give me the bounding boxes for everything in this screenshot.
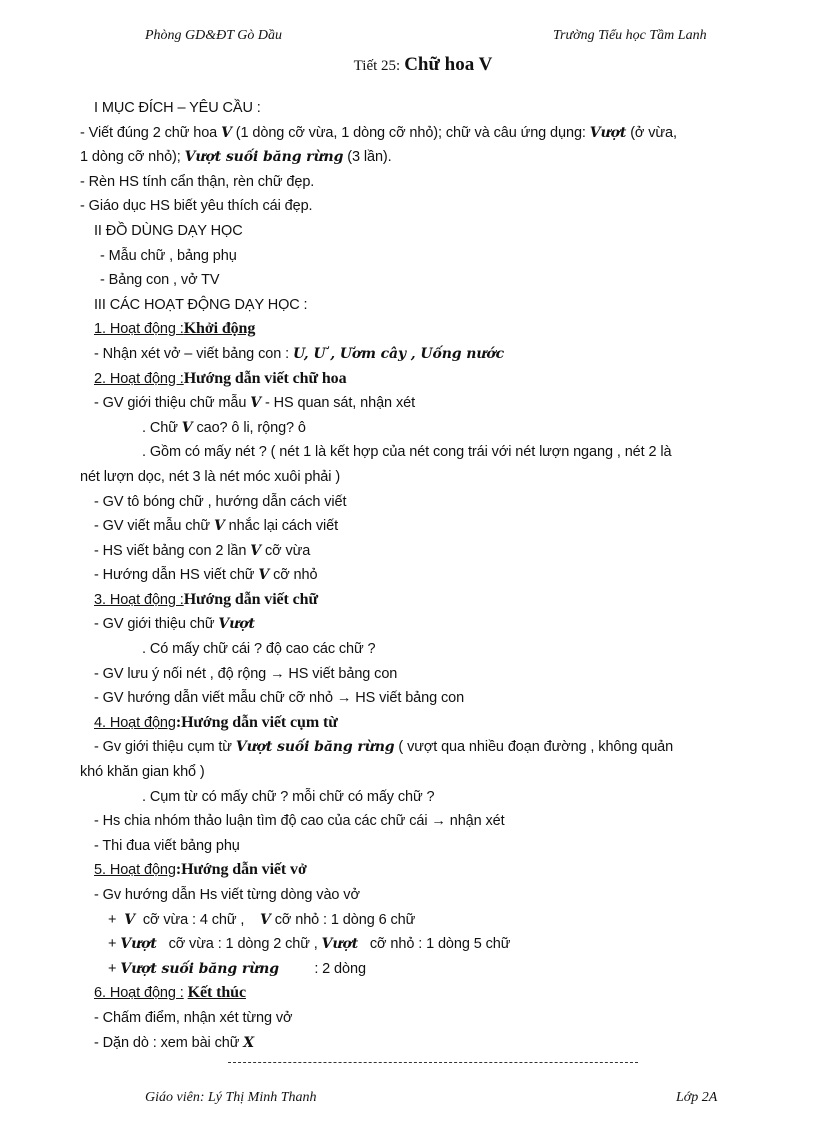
script-letter: X (243, 1034, 255, 1051)
text-line: - GV viết mẫu chữ V nhắc lại cách viết (94, 518, 339, 535)
text-line: . Có mấy chữ cái ? độ cao các chữ ? (142, 641, 376, 658)
arrow-right-icon: → (336, 690, 352, 707)
text-line: - Giáo dục HS biết yêu thích cái đẹp. (80, 198, 313, 215)
text-line: . Cụm từ có mấy chữ ? mỗi chữ có mấy chữ ? (142, 788, 435, 805)
text-line: nét lượn dọc, nét 3 là nét móc xuôi phải ) (80, 468, 341, 485)
text-line: khó khăn gian khổ ) (80, 764, 205, 781)
text-line: 1 dòng cỡ nhỏ); Vượt suối băng rừng (3 lần). (80, 149, 392, 166)
text-line: - GV giới thiệu chữ Vượt (94, 616, 255, 633)
lesson-body (80, 96, 780, 1055)
activity-4-heading: 4. Hoạt động:Hướng dẫn viết cụm từ (94, 713, 338, 731)
script-word: Vượt (120, 936, 157, 953)
text-line: + Vượt cỡ vừa : 1 dòng 2 chữ , Vượt cỡ nhỏ : 1 dòng 5 chữ (108, 936, 511, 953)
text-line: + V cỡ vừa : 4 chữ , V cỡ nhỏ : 1 dòng 6 chữ (108, 911, 416, 928)
text-line: - Nhận xét vở – viết bảng con : U, Ư , Ươm cây , Uống nước (94, 345, 505, 362)
page-header (0, 28, 816, 50)
text-line: - GV tô bóng chữ , hướng dẫn cách viết (94, 493, 347, 510)
script-phrase: Vượt suối băng rừng (184, 149, 344, 166)
text-line: - Viết đúng 2 chữ hoa V (1 dòng cỡ vừa, 1 dòng cỡ nhỏ); chữ và câu ứng dụng: Vượt (ở vừa, (80, 124, 677, 141)
script-letter: V (124, 911, 135, 928)
text-line: - Rèn HS tính cẩn thận, rèn chữ đẹp. (80, 173, 315, 190)
text-line: - Hs chia nhóm thảo luận tìm độ cao của các chữ cái → nhận xét (94, 813, 505, 830)
activity-5-heading: 5. Hoạt động:Hướng dẫn viết vở (94, 861, 307, 879)
text-line: - Gv giới thiệu cụm từ Vượt suối băng rừng ( vượt qua nhiều đoạn đường , không quản (94, 739, 674, 756)
script-letter: V (221, 124, 232, 141)
script-letter: V (213, 518, 225, 535)
activity-3-heading: 3. Hoạt động :Hướng dẫn viết chữ (94, 590, 318, 608)
footer-class: Lớp 2A (676, 1090, 718, 1105)
section-1-heading: I MỤC ĐÍCH – YÊU CẦU : (94, 100, 261, 116)
script-letter: V (258, 567, 270, 584)
arrow-right-icon: → (270, 665, 285, 682)
script-phrase: Vượt suối băng rừng (235, 739, 395, 756)
script-phrase: Vượt suối băng rừng (120, 960, 279, 977)
text-line: - GV giới thiệu chữ mẫu V - HS quan sát, nhận xét (94, 395, 415, 412)
script-word: Vượt (589, 124, 627, 141)
script-letter: V (260, 911, 271, 928)
script-letter: V (250, 542, 262, 559)
text-line: - Thi đua viết bảng phụ (94, 837, 240, 854)
text-line: - Hướng dẫn HS viết chữ V cỡ nhỏ (94, 567, 318, 584)
text-line: - Chấm điểm, nhận xét từng vở (94, 1009, 293, 1026)
activity-1-heading: 1. Hoạt động :Khởi động (94, 320, 256, 338)
text-line: - Dặn dò : xem bài chữ X (94, 1034, 255, 1051)
script-letter: V (250, 395, 262, 412)
arrow-right-icon: → (431, 813, 446, 830)
text-line: - Gv hướng dẫn Hs viết từng dòng vào vở (94, 887, 360, 903)
text-line: . Gồm có mấy nét ? ( nét 1 là kết hợp của nét cong trái với nét lượn ngang , nét 2 là (142, 444, 672, 461)
script-word: Vượt (218, 616, 255, 633)
footer-teacher: Giáo viên: Lý Thị Minh Thanh (145, 1090, 317, 1105)
header-school-office: Phòng GD&ĐT Gò Dầu (145, 28, 283, 43)
text-line: - HS viết bảng con 2 lần V cỡ vừa (94, 542, 311, 559)
lesson-name: Chữ hoa V (404, 54, 493, 75)
section-2-heading: II ĐỒ DÙNG DẠY HỌC (94, 222, 243, 239)
script-word: Vượt (321, 936, 359, 953)
lesson-number: Tiết 25: (353, 58, 401, 74)
section-3-heading: III CÁC HOẠT ĐỘNG DẠY HỌC : (94, 296, 308, 313)
text-line: . Chữ V cao? ô li, rộng? ô (142, 419, 306, 436)
activity-2-heading: 2. Hoạt động :Hướng dẫn viết chữ hoa (94, 369, 347, 387)
text-line: - Mẫu chữ , bảng phụ (100, 247, 237, 264)
activity-6-heading: 6. Hoạt động : Kết thúc (94, 984, 246, 1002)
script-letter: V (181, 419, 193, 436)
text-line: - GV lưu ý nối nét , độ rộng → HS viết bảng con (94, 665, 398, 682)
header-school-name: Trường Tiểu học Tầm Lanh (553, 28, 707, 43)
text-line: + Vượt suối băng rừng : 2 dòng (108, 960, 366, 977)
divider (228, 1062, 638, 1063)
script-phrase: U, Ư , Ươm cây , Uống nước (292, 345, 505, 362)
text-line: - Bảng con , vở TV (100, 272, 220, 289)
lesson-title (0, 54, 816, 76)
text-line: - GV hướng dẫn viết mẫu chữ cỡ nhỏ → HS viết bảng con (94, 690, 465, 707)
